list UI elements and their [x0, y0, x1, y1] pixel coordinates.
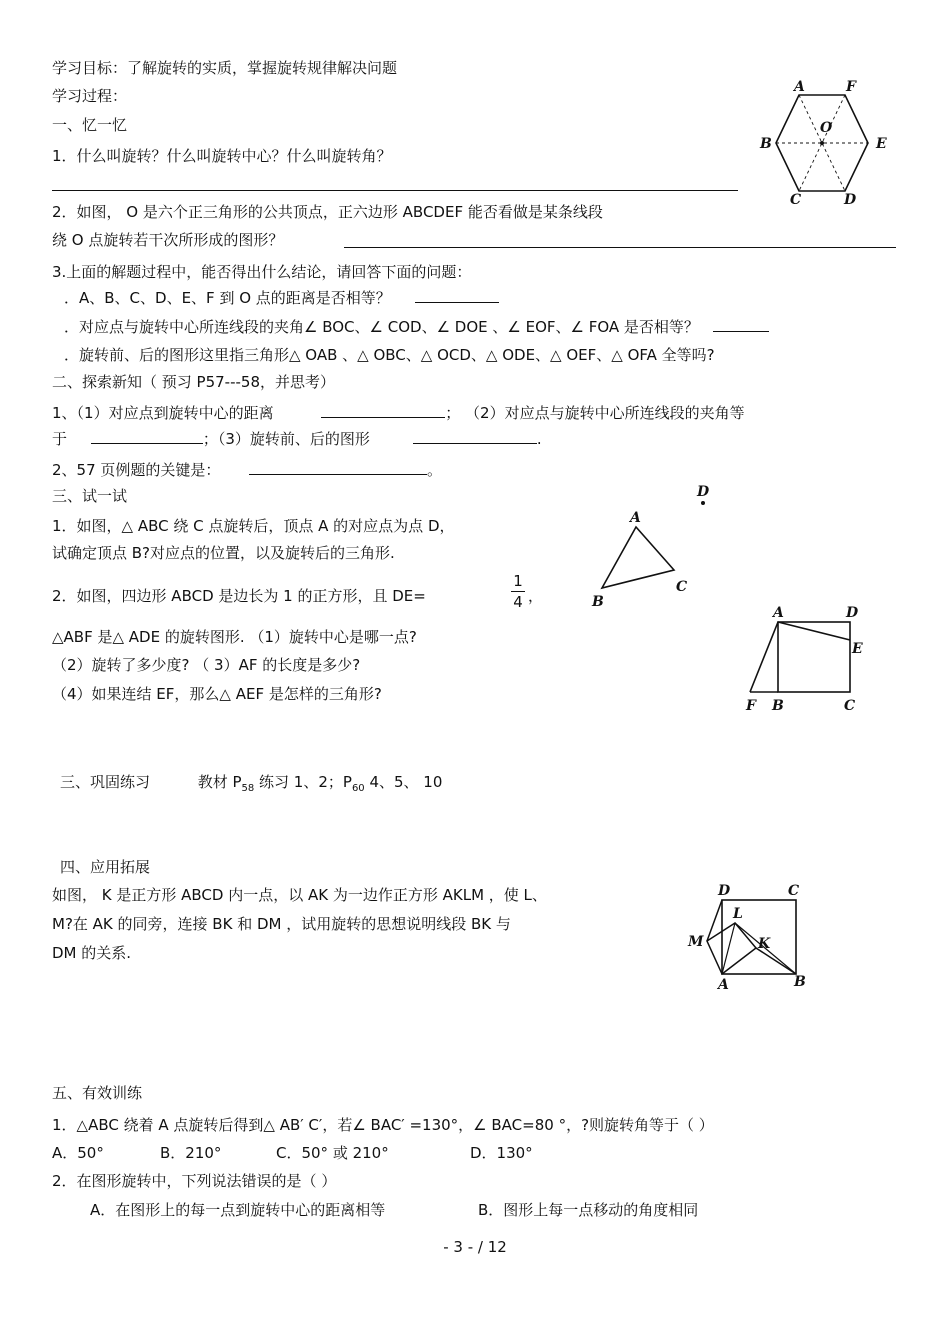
fraction-denominator: 4 — [513, 593, 523, 611]
s2q2-blank[interactable] — [249, 460, 427, 475]
section-2-title: 二、探索新知（ 预习 P57---58，并思考） — [52, 373, 335, 391]
label-A: A — [794, 79, 805, 95]
s2q1d: ；（3）旋转前、后的图形 — [202, 430, 370, 448]
s5-question-1: 1．△ABC 绕着 A 点旋转后得到△ AB′ C′，若∠ BAC′ =130°，∠ BAC=80 °，?则旋转角等于（ ） — [52, 1116, 714, 1134]
center-point — [820, 141, 824, 145]
s1-question-3a — [64, 288, 499, 308]
hexagon-figure — [750, 80, 900, 210]
triangle-abc — [602, 527, 674, 588]
segment-ae — [778, 622, 850, 640]
section-1-title: 一、忆一忆 — [52, 116, 128, 134]
answer-line-1[interactable] — [52, 190, 738, 191]
practice-sub-60: 60 — [351, 783, 365, 794]
practice-sub-58: 58 — [241, 783, 255, 794]
s1-question-2-line2: 绕 O 点旋转若干次所形成的图形？ — [52, 231, 284, 249]
label-B: B — [592, 594, 604, 610]
label-B: B — [760, 136, 772, 152]
segment-af — [750, 622, 778, 692]
s1-question-3c: ．旋转前、后的图形这里指三角形△ OAB 、△ OBC、△ OCD、△ ODE、△ OEF、△ OFA 全等吗? — [64, 346, 715, 364]
s5-q1-option-b[interactable]: B．210° — [160, 1144, 222, 1162]
s3-question-2-line2: △ABF 是△ ADE 的旋转图形. （1）旋转中心是哪一点? — [52, 628, 417, 646]
label-O: O — [820, 120, 833, 136]
q3a-text: ．A、B、C、D、E、F 到 O 点的距离是否相等？ — [64, 289, 391, 307]
s2q2a: 2、57 页例题的关键是： — [52, 461, 221, 479]
q3a-blank[interactable] — [415, 288, 499, 303]
page-number: - 3 - / 12 — [443, 1238, 507, 1256]
fraction-numerator: 1 — [513, 572, 523, 590]
practice-text-b: 练习 1、2；P — [254, 773, 352, 791]
s4-line3: DM 的关系. — [52, 944, 132, 962]
s2q1-blank-2[interactable] — [91, 429, 203, 444]
s2-question-1-line2 — [52, 429, 542, 449]
label-D: D — [844, 192, 857, 208]
label-B: B — [794, 974, 806, 990]
section-5-title: 五、有效训练 — [52, 1084, 143, 1102]
answer-line-2[interactable] — [344, 247, 896, 248]
s3-question-1-line1: 1．如图，△ ABC 绕 C 点旋转后，顶点 A 的对应点为点 D， — [52, 517, 455, 535]
practice-text-c: 4、5、 10 — [364, 773, 443, 791]
s5-question-2: 2．在图形旋转中，下列说法错误的是（ ） — [52, 1172, 337, 1190]
s3-question-2-line1: 2．如图，四边形 ABCD 是边长为 1 的正方形，且 DE= — [52, 587, 426, 605]
label-A: A — [773, 605, 784, 621]
s1-question-1: 1．什么叫旋转？什么叫旋转中心？什么叫旋转角？ — [52, 147, 392, 165]
s5-q2-option-a[interactable]: A．在图形上的每一点到旋转中心的距离相等 — [90, 1201, 386, 1219]
label-B: B — [772, 698, 784, 714]
s3-question-1-line2: 试确定顶点 B?对应点的位置，以及旋转后的三角形. — [52, 544, 395, 562]
practice-title: 三、巩固练习 — [60, 773, 151, 791]
section-3-title: 三、试一试 — [52, 487, 128, 505]
section-4-title: 四、应用拓展 — [60, 858, 151, 876]
s1-question-3-intro: 3.上面的解题过程中，能否得出什么结论，请回答下面的问题： — [52, 263, 472, 281]
s3-question-2-line3: （2）旋转了多少度? （ 3）AF 的长度是多少? — [52, 656, 361, 674]
label-M: M — [688, 934, 704, 950]
segment-dm — [707, 900, 722, 941]
s2-question-2 — [52, 460, 442, 480]
label-C: C — [788, 883, 800, 899]
label-E: E — [876, 136, 887, 152]
practice-text-a: 教材 P — [197, 773, 242, 791]
learning-process: 学习过程： — [52, 87, 128, 105]
label-E: E — [852, 641, 863, 657]
label-K: K — [758, 936, 771, 952]
point-d — [701, 501, 705, 505]
s2q1e: . — [536, 430, 542, 448]
s4-line2: M?在 AK 的同旁，连接 BK 和 DM ，试用旋转的思想说明线段 BK 与 — [52, 915, 511, 933]
fraction-bar — [511, 591, 525, 592]
q3b-text: ．对应点与旋转中心所连线段的夹角∠ BOC、∠ COD、∠ DOE 、∠ EOF、∠ FOA 是否相等？ — [64, 318, 699, 336]
fraction-1-4 — [511, 572, 525, 611]
label-D: D — [697, 484, 710, 500]
s5-q1-option-d[interactable]: D．130° — [470, 1144, 533, 1162]
label-C: C — [844, 698, 856, 714]
q3b-blank[interactable] — [713, 317, 769, 332]
square-abcd — [778, 622, 850, 692]
label-L: L — [733, 906, 743, 922]
label-C: C — [676, 579, 688, 595]
s5-q2-option-b[interactable]: B．图形上每一点移动的角度相同 — [478, 1201, 699, 1219]
label-D: D — [718, 883, 731, 899]
learning-goal: 学习目标：了解旋转的实质，掌握旋转规律解决问题 — [52, 59, 398, 77]
fraction-comma: ， — [528, 587, 544, 605]
s5-q1-option-a[interactable]: A．50° — [52, 1144, 104, 1162]
label-C: C — [790, 192, 802, 208]
s4-line1: 如图， K 是正方形 ABCD 内一点，以 AK 为一边作正方形 AKLM ，使 L、 — [52, 886, 547, 904]
s2q2b: 。 — [427, 461, 443, 479]
label-A: A — [718, 977, 729, 993]
s2q1c: 于 — [52, 430, 68, 448]
s2q1a: 1、（1）对应点到旋转中心的距离 — [52, 404, 274, 422]
s2-question-1-line1 — [52, 403, 745, 423]
s2q1b: ； （2）对应点与旋转中心所连线段的夹角等 — [445, 404, 745, 422]
s5-q1-option-c[interactable]: C．50° 或 210° — [276, 1144, 389, 1162]
square-figure — [740, 600, 880, 720]
s1-question-2-line1: 2．如图， O 是六个正三角形的公共顶点，正六边形 ABCDEF 能否看做是某条线段 — [52, 203, 603, 221]
label-F: F — [746, 698, 756, 714]
label-A: A — [630, 510, 641, 526]
s3-question-2-line4: （4）如果连结 EF，那么△ AEF 是怎样的三角形? — [52, 685, 382, 703]
square-klm-figure — [680, 878, 830, 998]
square-aklm — [707, 923, 756, 974]
s2q1-blank-3[interactable] — [413, 429, 537, 444]
triangle-figure — [590, 485, 730, 615]
label-D: D — [846, 605, 859, 621]
label-F: F — [846, 79, 856, 95]
s1-question-3b — [64, 317, 769, 337]
s2q1-blank-1[interactable] — [321, 403, 445, 418]
practice-line — [60, 772, 442, 799]
